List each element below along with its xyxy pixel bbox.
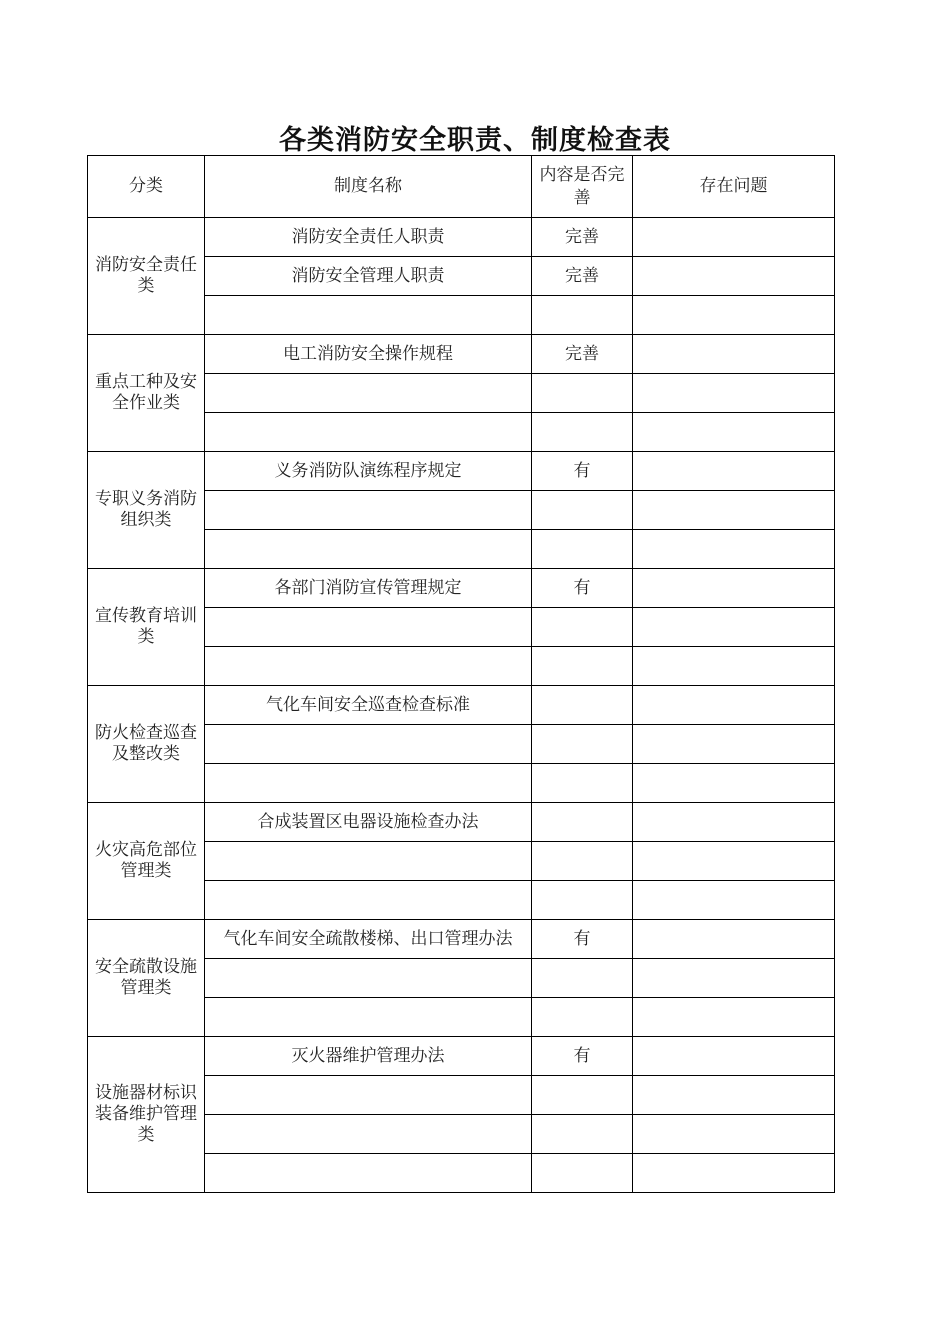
- regulation-name-cell: [205, 998, 532, 1037]
- table-row: [88, 569, 835, 608]
- completeness-cell: [532, 959, 633, 998]
- regulation-name-cell: [205, 1115, 532, 1154]
- header-row: [88, 156, 835, 218]
- completeness-cell: 有: [532, 569, 633, 608]
- category-cell: 专职义务消防组织类: [88, 452, 205, 569]
- regulation-name-cell: 合成装置区电器设施检查办法: [205, 803, 532, 842]
- completeness-cell: [532, 296, 633, 335]
- issues-cell: [633, 530, 835, 569]
- table-row: [88, 803, 835, 842]
- category-cell: 宣传教育培训类: [88, 569, 205, 686]
- completeness-cell: [532, 1154, 633, 1193]
- issues-cell: [633, 959, 835, 998]
- regulation-name-cell: [205, 764, 532, 803]
- completeness-cell: 有: [532, 1037, 633, 1076]
- regulation-name-cell: [205, 1154, 532, 1193]
- issues-cell: [633, 413, 835, 452]
- table-row: [88, 686, 835, 725]
- completeness-cell: [532, 803, 633, 842]
- table-row: [88, 452, 835, 491]
- regulation-name-cell: 消防安全责任人职责: [205, 218, 532, 257]
- completeness-cell: [532, 842, 633, 881]
- issues-cell: [633, 335, 835, 374]
- category-cell: 火灾高危部位管理类: [88, 803, 205, 920]
- issues-cell: [633, 218, 835, 257]
- completeness-cell: [532, 686, 633, 725]
- completeness-cell: [532, 1115, 633, 1154]
- regulation-name-cell: 义务消防队演练程序规定: [205, 452, 532, 491]
- issues-cell: [633, 1115, 835, 1154]
- inspection-table: [87, 155, 835, 1193]
- issues-cell: [633, 257, 835, 296]
- regulation-name-cell: 消防安全管理人职责: [205, 257, 532, 296]
- issues-cell: [633, 374, 835, 413]
- completeness-cell: [532, 413, 633, 452]
- regulation-name-cell: [205, 296, 532, 335]
- regulation-name-cell: [205, 608, 532, 647]
- issues-cell: [633, 920, 835, 959]
- regulation-name-cell: 灭火器维护管理办法: [205, 1037, 532, 1076]
- completeness-cell: [532, 608, 633, 647]
- table-row: [88, 218, 835, 257]
- category-cell: 安全疏散设施管理类: [88, 920, 205, 1037]
- issues-cell: [633, 1037, 835, 1076]
- issues-cell: [633, 1076, 835, 1115]
- header-category: 分类: [88, 156, 205, 218]
- regulation-name-cell: 电工消防安全操作规程: [205, 335, 532, 374]
- regulation-name-cell: 气化车间安全疏散楼梯、出口管理办法: [205, 920, 532, 959]
- issues-cell: [633, 842, 835, 881]
- header-issues: 存在问题: [633, 156, 835, 218]
- category-cell: 防火检查巡查及整改类: [88, 686, 205, 803]
- issues-cell: [633, 725, 835, 764]
- regulation-name-cell: [205, 647, 532, 686]
- category-cell: 重点工种及安全作业类: [88, 335, 205, 452]
- regulation-name-cell: [205, 881, 532, 920]
- regulation-name-cell: [205, 1076, 532, 1115]
- completeness-cell: [532, 491, 633, 530]
- completeness-cell: 有: [532, 452, 633, 491]
- issues-cell: [633, 803, 835, 842]
- table-row: [88, 1037, 835, 1076]
- issues-cell: [633, 647, 835, 686]
- header-name: 制度名称: [205, 156, 532, 218]
- issues-cell: [633, 296, 835, 335]
- category-cell: 设施器材标识装备维护管理类: [88, 1037, 205, 1193]
- regulation-name-cell: [205, 959, 532, 998]
- regulation-name-cell: [205, 413, 532, 452]
- issues-cell: [633, 881, 835, 920]
- category-cell: 消防安全责任类: [88, 218, 205, 335]
- completeness-cell: [532, 374, 633, 413]
- completeness-cell: [532, 530, 633, 569]
- completeness-cell: 完善: [532, 218, 633, 257]
- regulation-name-cell: [205, 842, 532, 881]
- regulation-name-cell: 气化车间安全巡查检查标准: [205, 686, 532, 725]
- issues-cell: [633, 998, 835, 1037]
- regulation-name-cell: 各部门消防宣传管理规定: [205, 569, 532, 608]
- regulation-name-cell: [205, 530, 532, 569]
- completeness-cell: [532, 725, 633, 764]
- completeness-cell: 有: [532, 920, 633, 959]
- regulation-name-cell: [205, 374, 532, 413]
- completeness-cell: 完善: [532, 257, 633, 296]
- header-complete: 内容是否完善: [532, 156, 633, 218]
- table-row: [88, 335, 835, 374]
- issues-cell: [633, 569, 835, 608]
- issues-cell: [633, 764, 835, 803]
- issues-cell: [633, 452, 835, 491]
- issues-cell: [633, 491, 835, 530]
- completeness-cell: [532, 1076, 633, 1115]
- regulation-name-cell: [205, 491, 532, 530]
- issues-cell: [633, 608, 835, 647]
- regulation-name-cell: [205, 725, 532, 764]
- completeness-cell: [532, 998, 633, 1037]
- completeness-cell: [532, 764, 633, 803]
- completeness-cell: [532, 647, 633, 686]
- issues-cell: [633, 1154, 835, 1193]
- issues-cell: [633, 686, 835, 725]
- completeness-cell: [532, 881, 633, 920]
- document-title: 各类消防安全职责、制度检查表: [279, 125, 671, 156]
- completeness-cell: 完善: [532, 335, 633, 374]
- table-row: [88, 920, 835, 959]
